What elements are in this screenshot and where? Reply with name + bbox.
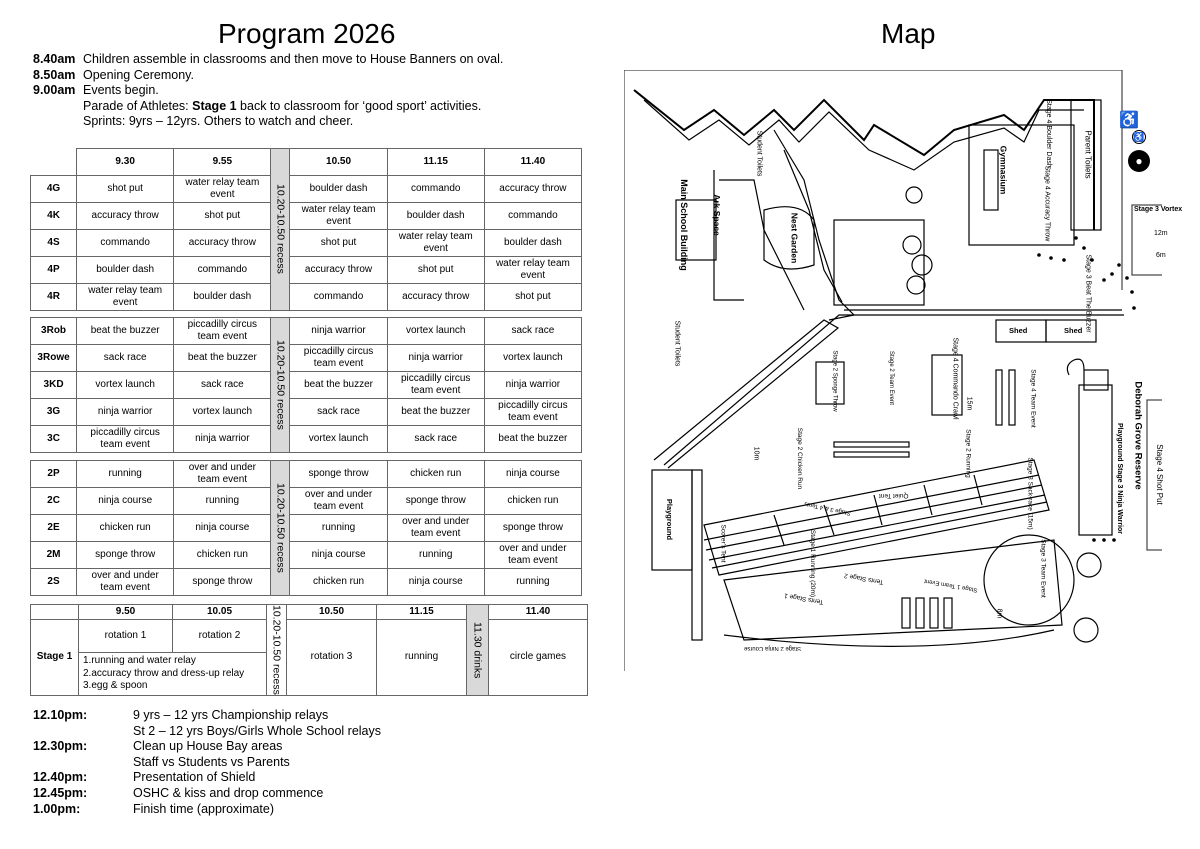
event-cell: beat the buzzer: [484, 426, 581, 453]
schedule-table-year4: [30, 148, 582, 311]
event-cell: running: [290, 515, 387, 542]
event-cell: commando: [290, 283, 387, 310]
map-title: Map: [881, 18, 936, 49]
footer-text: 9 yrs – 12 yrs Championship relays: [133, 708, 329, 722]
event-cell: shot put: [174, 202, 271, 229]
recess-column: [267, 605, 287, 696]
drinks-label: 11.30 drinks: [471, 621, 484, 679]
event-cell: boulder dash: [290, 175, 387, 202]
recess-label: 10.20-10.50 recess: [274, 184, 287, 275]
schedule-table-year3: [30, 317, 582, 453]
class-label: 2P: [31, 461, 77, 488]
table-row: [31, 202, 582, 229]
event-cell: accuracy throw: [290, 256, 387, 283]
recess-column: [271, 318, 290, 453]
time-header: 11.40: [489, 605, 588, 620]
event-cell: piccadilly circus team event: [484, 399, 581, 426]
drinks-column: [467, 605, 489, 696]
event-cell: over and under team event: [174, 461, 271, 488]
event-cell: ninja course: [174, 515, 271, 542]
class-label: 2E: [31, 515, 77, 542]
footer-row: [33, 786, 381, 802]
table-row: [31, 318, 582, 345]
event-cell: chicken run: [484, 488, 581, 515]
map-label: Shed: [1009, 326, 1028, 335]
intro-text: Sprints: 9yrs – 12yrs. Others to watch and cheer.: [83, 114, 354, 128]
map-label: Stage 4 Shot Put: [1154, 444, 1164, 505]
header-blank: [31, 149, 77, 176]
map-label: 10m: [752, 446, 760, 461]
event-cell: ninja warrior: [290, 318, 387, 345]
table-row: [31, 488, 582, 515]
event-cell: sack race: [484, 318, 581, 345]
event-cell: running: [174, 488, 271, 515]
event-cell: accuracy throw: [77, 202, 174, 229]
time-header: 9.55: [174, 149, 271, 176]
event-cell: piccadilly circus team event: [290, 345, 387, 372]
event-cell: piccadilly circus team event: [387, 372, 484, 399]
map-label: 6m: [1156, 252, 1166, 259]
program-title: Program 2026: [218, 18, 396, 49]
map-label: Parent Toilets: [1083, 130, 1093, 179]
intro-text-bold: Stage 1: [192, 98, 237, 113]
map-label: Stage 4 Accuracy Throw: [1043, 165, 1051, 242]
table-row: [31, 345, 582, 372]
map-label: Stage 4 Boulder Dash: [1044, 99, 1052, 168]
time-header: 10.05: [173, 605, 267, 620]
footer-text: Clean up House Bay areas: [133, 739, 283, 754]
accessible-toilet-icon: ♿: [1133, 132, 1145, 142]
event-cell: chicken run: [174, 542, 271, 569]
map-label: Stage 1 Running (20m): [809, 529, 817, 598]
event-cell: accuracy throw: [387, 283, 484, 310]
footer-row: [33, 755, 381, 771]
event-cell: over and under team event: [77, 569, 174, 596]
footer-time: [33, 755, 133, 771]
rotation-list-item: 2.accuracy throw and dress-up relay: [83, 667, 245, 679]
footer-row: [33, 802, 381, 818]
event-cell: sack race: [174, 372, 271, 399]
event-cell: ninja course: [77, 488, 174, 515]
footer-row: [33, 724, 381, 740]
event-cell: running: [387, 542, 484, 569]
map-label: Stage 4 Commando Crawl: [951, 337, 959, 420]
intro-row: [33, 114, 503, 130]
wheelchair-icon: ♿: [1119, 112, 1139, 129]
event-cell: sack race: [77, 345, 174, 372]
time-header: 11.15: [377, 605, 467, 620]
event-cell: commando: [174, 256, 271, 283]
recess-column: [271, 461, 290, 596]
footer-row: [33, 770, 381, 786]
intro-schedule: [33, 52, 503, 130]
schedule-table-stage1: [30, 604, 588, 696]
map-label: Ark Space: [711, 194, 722, 236]
map-label: Stage 4 Team Event: [1029, 369, 1037, 428]
event-cell: boulder dash: [484, 229, 581, 256]
map-label: 8m: [995, 608, 1003, 619]
map-label: Main School Building: [678, 179, 689, 271]
class-label: 4S: [31, 229, 77, 256]
event-cell: chicken run: [290, 569, 387, 596]
event-cell: boulder dash: [77, 256, 174, 283]
recess-label: 10.20-10.50 recess: [270, 605, 283, 695]
map-label: Nest Garden: [789, 212, 800, 264]
intro-row: [33, 99, 503, 115]
event-cell: boulder dash: [174, 283, 271, 310]
event-cell: vortex launch: [174, 399, 271, 426]
rotation2-cell: rotation 2: [173, 620, 267, 653]
event-cell: accuracy throw: [174, 229, 271, 256]
class-label: 2M: [31, 542, 77, 569]
map-label: Quiet Tent: [879, 492, 909, 499]
event-cell: beat the buzzer: [290, 372, 387, 399]
map-label: Tents Stage 2: [843, 571, 885, 586]
event-cell: ninja warrior: [77, 399, 174, 426]
table-row: [31, 461, 582, 488]
time-header: 9.50: [79, 605, 173, 620]
map-label: Stage 2 Ninja Course: [744, 645, 802, 651]
intro-row: [33, 83, 503, 99]
class-label: 3C: [31, 426, 77, 453]
schedule-table-year2: [30, 460, 582, 596]
footer-schedule: [33, 708, 381, 817]
event-cell: ninja course: [484, 461, 581, 488]
map-label: 15m: [965, 396, 973, 411]
map-label: Stage 3 Sack-race (15m): [1026, 457, 1034, 530]
recess-column: [271, 149, 290, 311]
event-cell: boulder dash: [387, 202, 484, 229]
table-row: [31, 372, 582, 399]
rotation1-cell: rotation 1: [79, 620, 173, 653]
footer-row: [33, 708, 381, 724]
event-cell: vortex launch: [290, 426, 387, 453]
footer-time: 1.00pm:: [33, 801, 81, 816]
event-cell: chicken run: [77, 515, 174, 542]
footer-text: OSHC & kiss and drop commence: [133, 785, 324, 800]
event-cell: sponge throw: [174, 569, 271, 596]
class-label: 4R: [31, 283, 77, 310]
event-cell: over and under team event: [484, 542, 581, 569]
event-cell: accuracy throw: [484, 175, 581, 202]
event-cell: beat the buzzer: [174, 345, 271, 372]
footer-text: Presentation of Shield: [133, 770, 256, 785]
footer-time: 12.40pm:: [33, 770, 88, 785]
intro-time: 8.40am: [33, 52, 76, 66]
event-cell: water relay team event: [174, 175, 271, 202]
event-cell: shot put: [290, 229, 387, 256]
map-label: Playground: [665, 498, 675, 541]
event-cell: ninja course: [387, 569, 484, 596]
event-cell: chicken run: [387, 461, 484, 488]
map-label: Playground Stage 3 Ninja Warrior: [1116, 423, 1123, 534]
running-cell: running: [377, 620, 467, 696]
intro-text: Events begin.: [83, 83, 159, 97]
class-label: 2C: [31, 488, 77, 515]
map-label: Stage 3 Vortex: [1134, 206, 1183, 213]
table-row: [31, 515, 582, 542]
stage1-label: Stage 1: [31, 620, 79, 696]
map-label: Stage 3 & 4 Tents: [803, 500, 852, 516]
table-row: [31, 542, 582, 569]
table-row: [31, 229, 582, 256]
toilet-icon: ●: [1128, 150, 1150, 172]
event-cell: sponge throw: [484, 515, 581, 542]
school-map: [624, 70, 1183, 671]
table-row: [31, 283, 582, 310]
class-label: 4G: [31, 175, 77, 202]
event-cell: commando: [484, 202, 581, 229]
table-row: [31, 175, 582, 202]
event-cell: vortex launch: [484, 345, 581, 372]
recess-label: 10.20-10.50 recess: [274, 483, 287, 573]
event-cell: over and under team event: [290, 488, 387, 515]
map-label: Tents Stage 1: [783, 591, 825, 606]
footer-time: 12.10pm:: [33, 708, 88, 722]
event-cell: running: [77, 461, 174, 488]
class-label: 3KD: [31, 372, 77, 399]
class-label: 2S: [31, 569, 77, 596]
footer-text: Staff vs Students vs Parents: [133, 754, 290, 769]
intro-time: [33, 114, 83, 130]
event-cell: vortex launch: [387, 318, 484, 345]
event-cell: piccadilly circus team event: [174, 318, 271, 345]
event-cell: water relay team event: [387, 229, 484, 256]
event-cell: shot put: [484, 283, 581, 310]
map-label: Stage 2 Running: [964, 429, 972, 478]
rotation-list-item: 3.egg & spoon: [83, 680, 148, 692]
event-cell: shot put: [387, 256, 484, 283]
map-label: Student Toilets: [673, 320, 681, 367]
event-cell: beat the buzzer: [77, 318, 174, 345]
time-header: 10.50: [290, 149, 387, 176]
footer-row: [33, 739, 381, 755]
event-cell: sponge throw: [387, 488, 484, 515]
event-cell: ninja warrior: [174, 426, 271, 453]
event-cell: ninja warrior: [387, 345, 484, 372]
intro-row: [33, 52, 503, 68]
footer-time: 12.45pm:: [33, 785, 88, 800]
footer-text: Finish time (approximate): [133, 801, 275, 816]
event-cell: running: [484, 569, 581, 596]
intro-text-pre: Parade of Athletes:: [83, 98, 193, 113]
map-label: Scorer’s Tent: [719, 524, 727, 563]
footer-time: 12.30pm:: [33, 739, 88, 754]
rotation3-cell: rotation 3: [287, 620, 377, 696]
rotation-list: [79, 652, 267, 695]
map-label: Stage 1 Team Event: [923, 577, 979, 593]
class-label: 4K: [31, 202, 77, 229]
intro-text-post: back to classroom for ‘good sport’ activities.: [236, 98, 482, 113]
event-cell: water relay team event: [77, 283, 174, 310]
time-header: 11.40: [484, 149, 581, 176]
event-cell: water relay team event: [290, 202, 387, 229]
intro-row: [33, 68, 503, 84]
event-cell: commando: [387, 175, 484, 202]
table-row: [31, 399, 582, 426]
event-cell: water relay team event: [484, 256, 581, 283]
map-label: Stage 2 Team Event: [887, 351, 894, 405]
event-cell: sack race: [290, 399, 387, 426]
class-label: 3Rowe: [31, 345, 77, 372]
map-label: Shed: [1064, 326, 1083, 335]
recess-label: 10.20-10.50 recess: [274, 340, 287, 430]
event-cell: shot put: [77, 175, 174, 202]
map-label: 12m: [1154, 230, 1168, 237]
map-label: Stage 3 Beat The Buzzer: [1084, 254, 1092, 333]
event-cell: piccadilly circus team event: [77, 426, 174, 453]
table-row: [31, 426, 582, 453]
footer-text: St 2 – 12 yrs Boys/Girls Whole School relays: [133, 723, 382, 738]
intro-time: 8.50am: [33, 67, 76, 82]
class-label: 3G: [31, 399, 77, 426]
event-cell: sponge throw: [77, 542, 174, 569]
time-header: 10.50: [287, 605, 377, 620]
map-label: Stage 2 Sponge Throw: [831, 350, 838, 412]
intro-time: [33, 99, 83, 115]
event-cell: sponge throw: [290, 461, 387, 488]
footer-time: [33, 724, 133, 740]
time-header: 9.30: [77, 149, 174, 176]
table-row: [31, 569, 582, 596]
event-cell: sack race: [387, 426, 484, 453]
intro-text: Opening Ceremony.: [83, 67, 194, 82]
intro-text: [83, 99, 481, 115]
map-label: Student Toilets: [755, 130, 763, 177]
intro-text: Children assemble in classrooms and then move to House Banners on oval.: [83, 52, 504, 66]
event-cell: vortex launch: [77, 372, 174, 399]
header-blank: [31, 605, 79, 620]
map-label: Deborah Grove Reserve: [1132, 381, 1144, 490]
map-label: Stage 3 Team Event: [1039, 539, 1047, 598]
class-label: 3Rob: [31, 318, 77, 345]
time-header: 11.15: [387, 149, 484, 176]
event-cell: over and under team event: [387, 515, 484, 542]
event-cell: ninja warrior: [484, 372, 581, 399]
class-label: 4P: [31, 256, 77, 283]
map-label: Stage 2 Chicken Run: [796, 427, 804, 490]
event-cell: commando: [77, 229, 174, 256]
map-label: Gymnasium: [998, 145, 1009, 195]
event-cell: beat the buzzer: [387, 399, 484, 426]
rotation-list-item: 1.running and water relay: [83, 655, 196, 667]
intro-time: 9.00am: [33, 83, 76, 97]
circle-games-cell: circle games: [489, 620, 588, 696]
event-cell: ninja course: [290, 542, 387, 569]
table-row: [31, 256, 582, 283]
